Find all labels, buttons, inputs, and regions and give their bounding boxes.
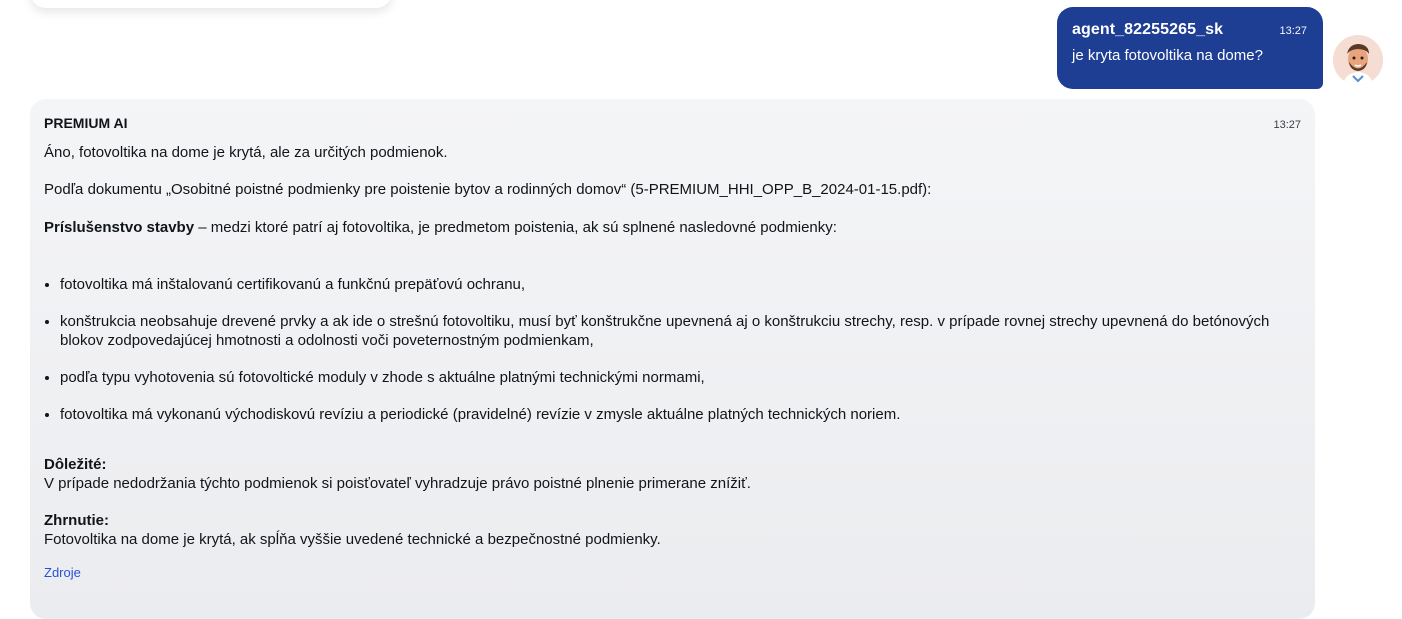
- summary-text: Fotovoltika na dome je krytá, ak spĺňa vyššie uvedené technické a bezpečnostné podmienky.: [44, 531, 661, 548]
- user-avatar: [1333, 35, 1383, 85]
- list-item: • podľa typu vyhotovenia sú fotovoltické moduly v zhode s aktuálne platnými technickými normami,: [60, 368, 1301, 387]
- user-avatar-icon: [1333, 35, 1383, 85]
- ai-sender-name: PREMIUM AI: [44, 115, 128, 131]
- ai-lead-rest: – medzi ktoré patrí aj fotovoltika, je predmetom poistenia, ak sú splnené nasledovné podmienky:: [194, 219, 837, 236]
- ai-message-card: [30, 99, 1315, 619]
- summary-title: Zhrnutie:: [44, 512, 109, 529]
- ai-lead-bold: Príslušenstvo stavby: [44, 219, 195, 236]
- list-item: • fotovoltika má vykonanú východiskovú revíziu a periodické (pravidelné) revízie v zmysle aktuálne platných technických noriem.: [60, 405, 1301, 424]
- important-text: V prípade nedodržania týchto podmienok si poisťovateľ vyhradzuje právo poistné plnenie primerane znížiť.: [44, 475, 751, 492]
- ai-source-text: Podľa dokumentu „Osobitné poistné podmienky pre poistenie bytov a rodinných domov“ (5-PREMIUM_HHI_OPP_B_2024-01-15.pdf):: [44, 181, 932, 198]
- previous-message-bubble: [30, 0, 392, 8]
- ai-intro-text: Áno, fotovoltika na dome je krytá, ale za určitých podmienok.: [44, 144, 448, 161]
- important-title: Dôležité:: [44, 456, 107, 473]
- user-message-text: je kryta fotovoltika na dome?: [1072, 47, 1263, 64]
- list-item: • konštrukcia neobsahuje drevené prvky a ak ide o strešnú fotovoltiku, musí byť konštrukčne upevnená aj o konštrukciu strechy, resp. v prípade rovnej strechy upevnená do betónových blokov zodpovedajúcej hmotnosti a odolnosti voči poveternostným podmienkam,: [60, 312, 1301, 350]
- ai-message-body: [44, 143, 1301, 582]
- user-name: agent_82255265_sk: [1072, 21, 1224, 38]
- user-message-bubble: [1057, 7, 1323, 89]
- list-item: • fotovoltika má inštalovanú certifikovanú a funkčnú prepäťovú ochranu,: [60, 275, 1301, 294]
- user-message-time: 13:27: [1279, 25, 1307, 37]
- conditions-list: [44, 275, 1301, 424]
- ai-lead-paragraph: [44, 218, 1301, 237]
- ai-message-time: 13:27: [1273, 119, 1301, 131]
- sources-link[interactable]: Zdroje: [44, 565, 81, 580]
